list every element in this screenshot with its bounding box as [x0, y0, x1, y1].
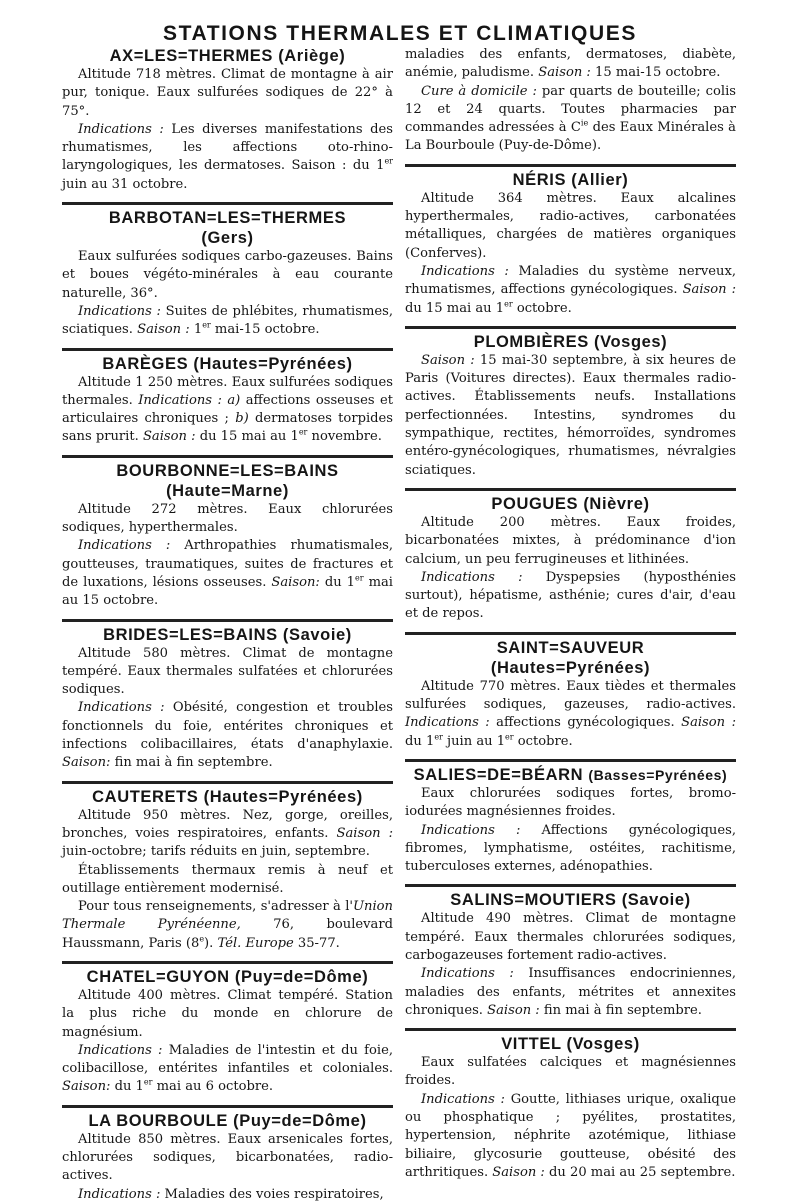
station-name: POUGUES [491, 494, 579, 513]
section-divider [62, 961, 393, 964]
station-region: (Vosges) [566, 1035, 640, 1054]
station-plombieres [405, 326, 736, 480]
station-paragraph: Indications : Insuffisances endocriniennes, maladies des enfants, métrites et annexites chroniques. Saison : fin mai à fin septembre. [405, 966, 736, 1018]
station-paragraph: Indications : Goutte, lithiases urique, oxalique ou phosphatique ; pyélites, prostatites, hypertension, néphrite azotémique, lithiase biliaire, glycosurie goutteuse, obésité des arthritiques. Saison : du 20 mai au 25 septembre. [405, 1091, 736, 1180]
section-divider [405, 759, 736, 762]
station-heading [62, 461, 393, 501]
station-paragraph: Altitude 364 mètres. Eaux alcalines hyperthermales, radio-actives, carbonatées métalliques, chargées de matières organiques (Conferves). [405, 190, 736, 261]
station-bareges [62, 348, 393, 447]
station-heading [62, 208, 393, 248]
station-region: (Nièvre) [583, 494, 650, 513]
station-paragraph: Indications : Obésité, congestion et troubles fonctionnels du foie, entérites chroniques et infections colibacillaires, états d'anaphylaxie. Saison: fin mai à fin septembre. [62, 700, 394, 771]
station-saint-sauveur [405, 632, 736, 751]
station-name: NÉRIS [512, 170, 567, 189]
station-paragraph: Indications : Arthropathies rhumatismales, goutteuses, traumatiques, suites de fractures et de luxations, lésions osseuses. Saison: du 1er mai au 15 octobre. [62, 538, 393, 609]
station-paragraph: Altitude 580 mètres. Climat de montagne tempéré. Eaux thermales sulfatées et chlorurées sodiques. [62, 645, 393, 698]
station-heading [62, 967, 393, 987]
station-heading [62, 46, 393, 66]
station-heading [405, 1034, 736, 1054]
station-region: (Puy=de=Dôme) [233, 1111, 367, 1130]
station-paragraph: Altitude 718 mètres. Climat de montagne à air pur, tonique. Eaux sulfurées sodiques de 22° à 75°. [62, 67, 393, 119]
station-pougues [405, 488, 736, 624]
section-divider [405, 632, 736, 635]
section-divider [405, 326, 736, 329]
station-region: (Puy=de=Dôme) [234, 967, 369, 986]
section-divider [62, 455, 393, 458]
station-heading [405, 638, 736, 678]
station-paragraph: Cure à domicile : par quarts de bouteille; colis 12 et 24 quarts. Toutes pharmacies par commandes adressées à $C^{ie}$ des Eaux Minérales à La Bourboule (Puy-de-Dôme). [405, 83, 736, 154]
section-divider [62, 348, 393, 351]
station-name: BARÈGES [102, 354, 189, 373]
station-la-bourboule [62, 1105, 393, 1204]
station-paragraph: maladies des enfants, dermatoses, diabète, anémie, paludisme. Saison : 15 mai-15 octobre. [405, 47, 736, 81]
station-name: LA BOURBOULE [88, 1111, 228, 1130]
station-name: SALINS=MOUTIERS [450, 891, 617, 910]
station-name: AX=LES=THERMES [109, 47, 273, 65]
station-paragraph: Eaux sulfatées calciques et magnésiennes froides. [405, 1055, 736, 1089]
station-cauterets [62, 781, 393, 953]
station-heading [62, 354, 393, 374]
station-name: SALIES=DE=BÉARN [413, 765, 584, 784]
station-name: SAINT=SAUVEUR [496, 638, 645, 657]
station-region: (Gers) [201, 229, 254, 248]
station-name: CHATEL=GUYON [86, 967, 230, 986]
station-region: (Vosges) [594, 332, 668, 351]
station-paragraph: Saison : 15 mai-30 septembre, à six heures de Paris (Voitures directes). Eaux thermales radio-actives. Établissements neufs. Installations perfectionnées. Intestins, syndromes du sympathique, rectites, hémorroïdes, syndromes entéro-gynécologiques, rhumatismes, névralgies sciatiques. [405, 352, 736, 478]
station-chatel-guyon [62, 961, 393, 1097]
station-paragraph: Altitude 272 mètres. Eaux chlorurées sodiques, hyperthermales. [62, 501, 393, 536]
station-heading [405, 332, 736, 352]
section-divider [62, 619, 393, 622]
station-name: BRIDES=LES=BAINS [103, 625, 278, 644]
station-bourbonne-les-bains [62, 455, 393, 611]
column-right [405, 46, 736, 1182]
column-left [62, 46, 393, 1204]
station-paragraph: Eaux sulfurées sodiques carbo-gazeuses. Bains et boues végéto-minérales à eau courante naturelle, 36°. [62, 249, 393, 301]
station-paragraph: Altitude 950 mètres. Nez, gorge, oreilles, bronches, voies respiratoires, enfants. Saison : juin-octobre; tarifs réduits en juin, septembre. [62, 807, 394, 860]
station-region: (Ariège) [278, 47, 346, 65]
station-paragraph: Indications : Maladies du système nerveux, rhumatismes, affections gynécologiques. Saison : du 15 mai au 1er octobre. [405, 263, 736, 316]
station-region: (Savoie) [621, 891, 691, 910]
station-paragraph: Altitude 770 mètres. Eaux tièdes et thermales sulfurées sodiques, gazeuses, radio-actives. Indications : affections gynécologiques. Saison : du 1er juin au 1er octobre. [405, 678, 736, 749]
station-paragraph: Pour tous renseignements, s'adresser à l'Union Thermale Pyrénéenne, 76, boulevard Haussmann, Paris (8e). Tél. Europe 35-77. [62, 899, 393, 951]
section-divider [62, 781, 393, 784]
station-paragraph: Altitude 490 mètres. Climat de montagne tempéré. Eaux thermales chlorurées sodiques, carbogazeuses fortement radio-actives. [405, 911, 736, 963]
station-neris [405, 164, 736, 318]
section-divider [62, 1105, 393, 1108]
station-paragraph: Indications : Dyspepsies (hyposthénies surtout), hépatisme, asthénie; cures d'air, d'eau et de repos. [405, 569, 736, 622]
station-region: (Basses=Pyrénées) [588, 766, 728, 783]
station-paragraph: Eaux chlorurées sodiques fortes, bromo-iodurées magnésiennes froides. [405, 785, 736, 820]
station-paragraph: Altitude 1 250 mètres. Eaux sulfurées sodiques thermales. Indications : a) affections osseuses et articulaires chroniques ; b) dermatoses torpides sans prurit. Saison : du 15 mai au 1er novembre. [62, 374, 394, 445]
station-heading [62, 787, 393, 807]
station-heading [405, 890, 736, 910]
station-paragraph: Indications : Affections gynécologiques, fibromes, lymphatisme, ostéites, rachitisme, tuberculoses externes, adénopathies. [405, 822, 736, 875]
section-divider [405, 884, 736, 887]
station-paragraph: Indications : Les diverses manifestations des rhumatismes, les affections oto-rhino-laryngologiques, les dermatoses. Saison : du 1er juin au 31 octobre. [62, 121, 393, 192]
station-paragraph: Indications : Maladies des voies respiratoires, [78, 1186, 384, 1202]
station-salins-moutiers [405, 884, 736, 1020]
station-paragraph: Altitude 400 mètres. Climat tempéré. Station la plus riche du monde en chlorure de magnésium. [62, 987, 393, 1040]
station-la-bourboule-cont [405, 46, 736, 156]
station-heading [405, 170, 736, 190]
station-name: PLOMBIÈRES [473, 332, 589, 351]
station-barbotan-les-thermes [62, 202, 393, 339]
station-name: VITTEL [501, 1035, 562, 1054]
station-brides-les-bains [62, 619, 393, 773]
page-title: STATIONS THERMALES ET CLIMATIQUES [163, 22, 637, 45]
station-heading [62, 1111, 393, 1131]
station-name: BOURBONNE=LES=BAINS [116, 461, 339, 480]
station-region: (Hautes=Pyrénées) [490, 658, 651, 677]
station-region: (Hautes=Pyrénées) [193, 354, 353, 373]
station-salies-de-bearn [405, 759, 736, 876]
station-heading [405, 765, 736, 785]
station-region: (Allier) [571, 170, 629, 189]
station-region: (Hautes=Pyrénées) [203, 787, 363, 806]
section-divider [62, 202, 393, 205]
section-divider [405, 1028, 736, 1031]
station-name: BARBOTAN=LES=THERMES [108, 209, 347, 228]
station-ax-les-thermes [62, 46, 393, 194]
station-vittel [405, 1028, 736, 1182]
section-divider [405, 488, 736, 491]
station-heading [405, 494, 736, 514]
station-paragraph: Altitude 850 mètres. Eaux arsenicales fortes, chlorurées sodiques, bicarbonatées, radio-actives. [62, 1131, 393, 1184]
station-region: (Savoie) [282, 625, 352, 644]
station-name: CAUTERETS [92, 787, 199, 806]
station-region: (Haute=Marne) [166, 481, 289, 500]
station-paragraph: Altitude 200 mètres. Eaux froides, bicarbonatées mixtes, à prédominance d'ion calcium, un peu ferrugineuses et lithinées. [405, 514, 736, 567]
station-heading [62, 625, 393, 645]
station-paragraph: Indications : Suites de phlébites, rhumatismes, sciatiques. Saison : 1er mai-15 octobre. [62, 303, 393, 338]
section-divider [405, 164, 736, 167]
station-paragraph: Indications : Maladies de l'intestin et du foie, colibacillose, entérites infantiles et coloniales. Saison: du 1er mai au 6 octobre. [62, 1042, 394, 1095]
station-paragraph: Établissements thermaux remis à neuf et outillage entièrement modernisé. [62, 862, 393, 896]
